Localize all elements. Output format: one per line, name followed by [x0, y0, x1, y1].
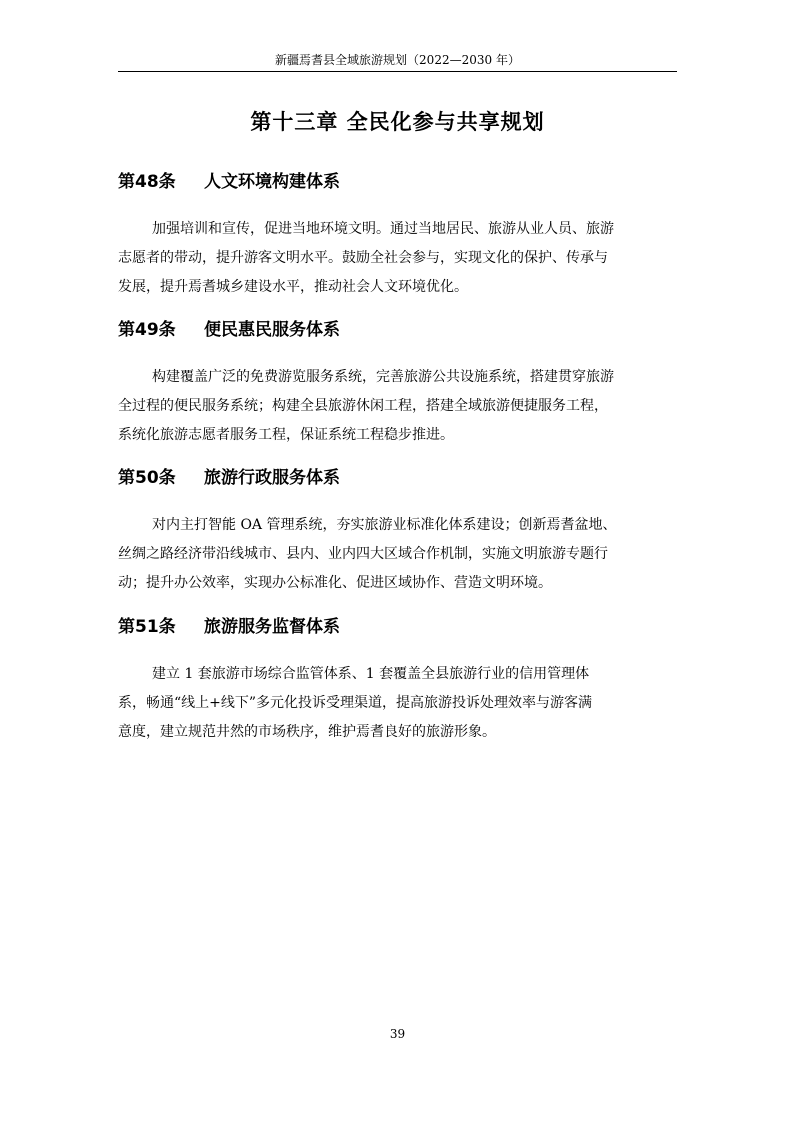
article-48-number: 第48条 — [118, 172, 176, 192]
paragraph-line: 构建覆盖广泛的免费游览服务系统，完善旅游公共设施系统，搭建贯穿旅游 — [152, 369, 614, 385]
article-51-title: 旅游服务监督体系 — [204, 617, 340, 637]
running-header: 新疆焉耆县全域旅游规划（2022—2030 年） — [275, 53, 520, 67]
article-50-title: 旅游行政服务体系 — [204, 468, 340, 488]
paragraph-line: 动；提升办公效率，实现办公标准化、促进区域协作、营造文明环境。 — [118, 575, 552, 591]
paragraph-line: 系，畅通“线上+线下”多元化投诉受理渠道，提高旅游投诉处理效率与游客满 — [118, 695, 593, 711]
article-50-number: 第50条 — [118, 468, 176, 488]
paragraph-line: 意度，建立规范井然的市场秩序，维护焉耆良好的旅游形象。 — [118, 724, 496, 740]
article-48-heading — [118, 170, 677, 194]
paragraph-line: 志愿者的带动，提升游客文明水平。鼓励全社会参与，实现文化的保护、传承与 — [118, 250, 608, 266]
article-51-section — [118, 615, 677, 747]
article-51-paragraph — [118, 660, 677, 747]
article-49-title: 便民惠民服务体系 — [204, 320, 340, 340]
header-divider — [118, 71, 677, 72]
article-50-paragraph — [118, 511, 677, 598]
article-50-heading — [118, 466, 677, 490]
paragraph-line: 发展，提升焉耆城乡建设水平，推动社会人文环境优化。 — [118, 279, 468, 295]
article-49-number: 第49条 — [118, 320, 176, 340]
article-49-paragraph — [118, 363, 677, 450]
article-49-heading — [118, 318, 677, 342]
article-49-section — [118, 318, 677, 450]
paragraph-line: 全过程的便民服务系统；构建全县旅游休闲工程，搭建全域旅游便捷服务工程， — [118, 398, 608, 414]
paragraph-line: 丝绸之路经济带沿线城市、县内、业内四大区域合作机制，实施文明旅游专题行 — [118, 546, 608, 562]
article-50-section — [118, 466, 677, 598]
article-51-number: 第51条 — [118, 617, 176, 637]
paragraph-line: 建立 1 套旅游市场综合监管体系、1 套覆盖全县旅游行业的信用管理体 — [152, 666, 590, 682]
chapter-title: 第十三章 全民化参与共享规划 — [250, 110, 545, 134]
article-51-heading — [118, 615, 677, 639]
paragraph-line: 加强培训和宣传，促进当地环境文明。通过当地居民、旅游从业人员、旅游 — [152, 221, 614, 237]
paragraph-line: 对内主打智能 OA 管理系统，夯实旅游业标准化体系建设；创新焉耆盆地、 — [152, 517, 617, 533]
article-48-title: 人文环境构建体系 — [204, 172, 340, 192]
page-number: 39 — [389, 1027, 406, 1041]
article-48-section — [118, 170, 677, 302]
article-48-paragraph — [118, 215, 677, 302]
paragraph-line: 系统化旅游志愿者服务工程，保证系统工程稳步推进。 — [118, 427, 454, 443]
